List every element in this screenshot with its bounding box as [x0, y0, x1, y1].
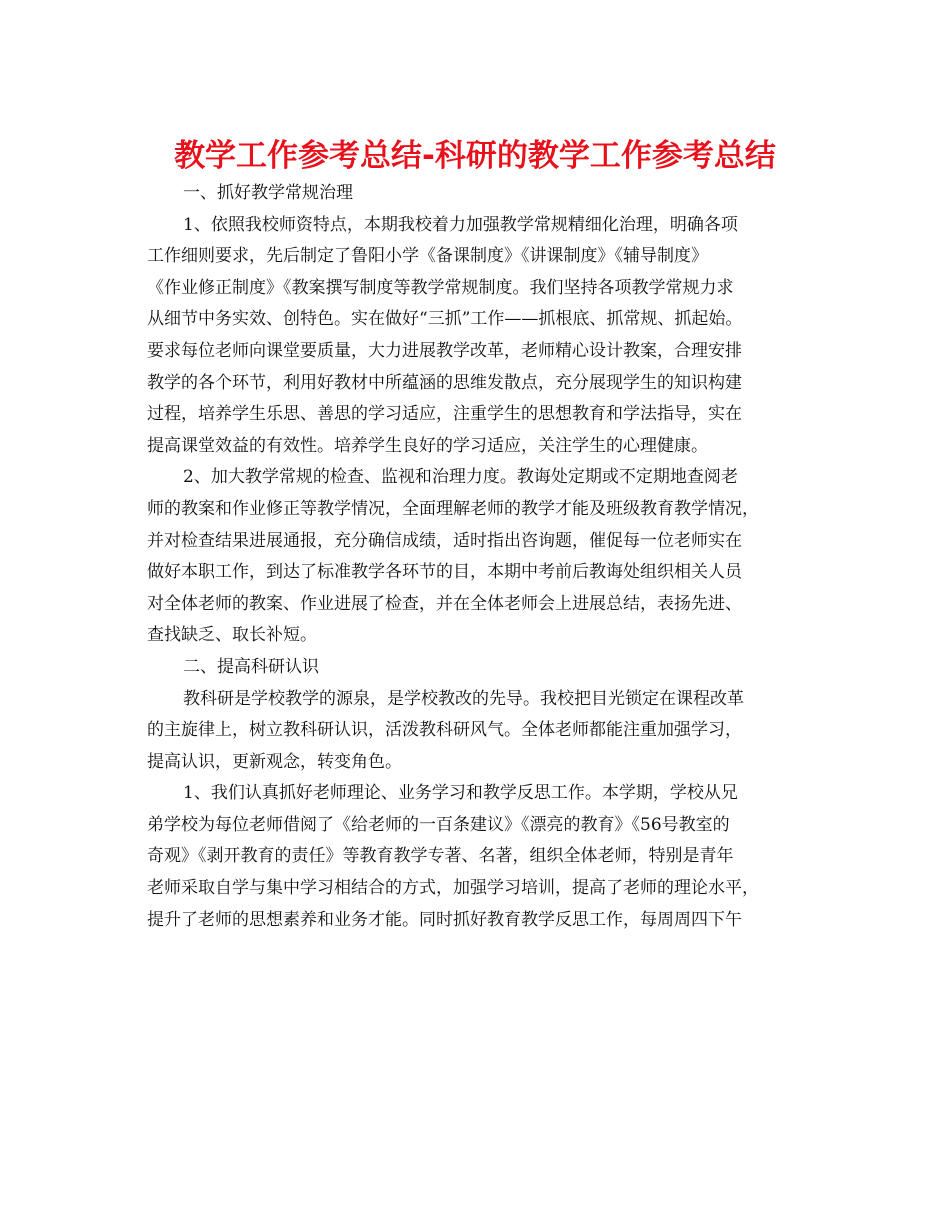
- text-line: 从细节中务实效、创特色。实在做好“三抓”工作——抓根底、抓常规、抓起始。: [147, 309, 743, 330]
- text-line: 弟学校为每位老师借阅了《给老师的一百条建议》《漂亮的教育》《56号教室的: [147, 814, 730, 835]
- text-line: 《作业修正制度》《教案撰写制度等教学常规制度。我们坚持各项教学常规力求: [147, 277, 734, 298]
- text-line: 一、抓好教学常规治理: [183, 183, 353, 203]
- text-line: 做好本职工作，到达了标准教学各环节的目，本期中考前后教诲处组织相关人员: [147, 562, 742, 583]
- text-line: 过程，培养学生乐思、善思的学习适应，注重学生的思想教育和学法指导，实在: [147, 404, 742, 425]
- text-line: 1、我们认真抓好老师理论、业务学习和教学反思工作。本学期，学校从兄: [183, 783, 738, 804]
- text-line: 要求每位老师向课堂要质量，大力进展教学改革，老师精心设计教案，合理安排: [147, 340, 742, 361]
- document-title: 教学工作参考总结-科研的教学工作参考总结: [174, 138, 776, 174]
- text-line: 提升了老师的思想素养和业务才能。同时抓好教育教学反思工作，每周周四下午: [147, 909, 742, 930]
- text-line: 1、依照我校师资特点，本期我校着力加强教学常规精细化治理，明确各项: [183, 214, 738, 235]
- text-line: 提高认识，更新观念，转变角色。: [147, 751, 402, 772]
- text-line: 教科研是学校教学的源泉，是学校教改的先导。我校把目光锁定在课程改革: [183, 688, 744, 709]
- text-line: 工作细则要求，先后制定了鲁阳小学《备课制度》《讲课制度》《辅导制度》: [147, 246, 708, 267]
- text-line: 师的教案和作业修正等教学情况，全面理解老师的教学才能及班级教育教学情况，: [147, 498, 759, 519]
- text-line: 查找缺乏、取长补短。: [147, 625, 317, 646]
- text-line: 二、提高科研认识: [183, 656, 319, 677]
- document-body: [147, 178, 815, 936]
- text-line: 提高课堂效益的有效性。培养学生良好的学习适应，关注学生的心理健康。: [147, 435, 708, 456]
- text-line: 教学的各个环节，利用好教材中所蕴涵的思维发散点，充分展现学生的知识构建: [147, 372, 742, 393]
- text-line: 老师采取自学与集中学习相结合的方式，加强学习培训，提高了老师的理论水平，: [147, 878, 759, 899]
- text-line: 并对检查结果进展通报，充分确信成绩，适时指出咨询题，催促每一位老师实在: [147, 530, 742, 551]
- text-line: 的主旋律上，树立教科研认识，活泼教科研风气。全体老师都能注重加强学习，: [147, 720, 742, 741]
- text-line: 对全体老师的教案、作业进展了检查，并在全体老师会上进展总结，表扬先进、: [147, 593, 742, 614]
- text-line: 奇观》《剥开教育的责任》等教育教学专著、名著，组织全体老师，特别是青年: [147, 846, 734, 867]
- text-line: 2、加大教学常规的检查、监视和治理力度。教诲处定期或不定期地查阅老: [183, 467, 738, 488]
